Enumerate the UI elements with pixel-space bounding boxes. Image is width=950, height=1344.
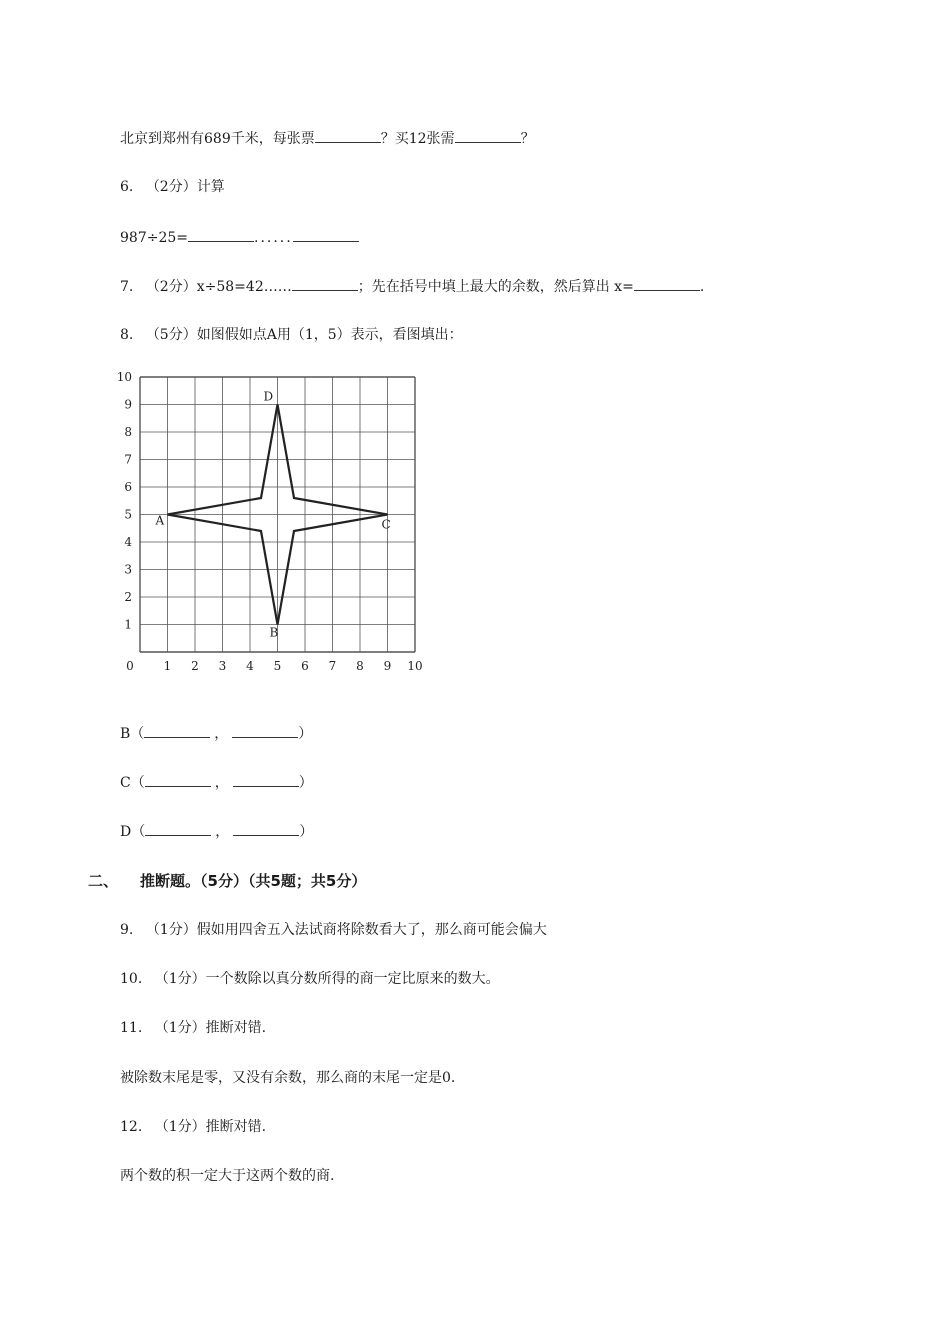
q8-number: 8. — [120, 327, 134, 343]
q7-text-b: ；先在括号中填上最大的余数，然后算出 x= — [357, 279, 634, 295]
x-tick-label: 5 — [273, 659, 282, 673]
q5-blank-2[interactable] — [455, 128, 521, 143]
answer-c-close: ） — [298, 775, 313, 791]
y-tick-label: 9 — [124, 397, 132, 412]
y-tick-label: 5 — [124, 507, 132, 522]
y-tick-label: 6 — [124, 480, 132, 494]
answer-c-x-blank[interactable] — [145, 772, 211, 787]
q7-remainder-blank[interactable] — [292, 276, 358, 291]
y-tick-label: 3 — [124, 562, 132, 577]
q11-heading — [120, 1018, 266, 1038]
q10-score: （1分） — [154, 971, 206, 987]
q7-text-a: x÷58=42…… — [196, 279, 292, 295]
x-tick-label: 3 — [218, 659, 227, 673]
q8-heading — [120, 325, 463, 345]
answer-d-x-blank[interactable] — [145, 821, 211, 836]
y-tick-label: 8 — [124, 425, 132, 439]
q6-number: 6. — [120, 179, 134, 195]
q8-score: （5分） — [145, 327, 197, 343]
answer-b-close: ） — [298, 726, 313, 742]
answer-b-y-blank[interactable] — [232, 723, 298, 738]
q7-score: （2分） — [145, 279, 197, 295]
point-label-d: D — [263, 389, 274, 404]
answer-c-y-blank[interactable] — [233, 772, 299, 787]
x-tick-label: 8 — [356, 659, 364, 673]
x-tick-label: 7 — [328, 659, 337, 673]
q12-heading — [120, 1117, 266, 1137]
y-tick-label: 7 — [124, 452, 132, 467]
q7-text-c: . — [699, 279, 705, 295]
q12-text: 两个数的积一定大于这两个数的商. — [120, 1168, 335, 1184]
answer-b-label: B（ — [120, 726, 145, 742]
point-label-c: C — [381, 517, 391, 532]
q6-score: （2分） — [145, 179, 197, 195]
answer-d-sep: ， — [215, 824, 230, 840]
q12-score: （1分） — [154, 1119, 206, 1135]
y-tick-label: 2 — [124, 590, 132, 604]
x-tick-label: 2 — [191, 659, 199, 673]
q7-number: 7. — [120, 279, 134, 295]
q9-line — [120, 920, 547, 940]
q9-text: 假如用四舍五入法试商将除数看大了，那么商可能会偏大 — [196, 922, 547, 938]
section-2-heading — [88, 870, 366, 891]
answer-b-sep: ， — [214, 726, 229, 742]
q8-answer-c — [120, 772, 313, 793]
answer-b-x-blank[interactable] — [144, 723, 210, 738]
q5-blank-1[interactable] — [315, 128, 381, 143]
x-tick-label: 0 — [126, 659, 134, 673]
q6-heading — [120, 177, 225, 197]
q12-statement — [120, 1166, 334, 1186]
q5-text-b: ？买12张需 — [380, 131, 455, 147]
q6-dots: ...... — [254, 230, 293, 246]
q5-text-a: 北京到郑州有689千米，每张票 — [120, 131, 315, 147]
q6-title: 计算 — [196, 179, 225, 195]
x-tick-label: 4 — [246, 659, 254, 673]
answer-d-label: D（ — [120, 824, 146, 840]
point-label-a: A — [155, 513, 165, 528]
q6-quotient-blank[interactable] — [188, 227, 254, 242]
section-2-title: 推断题。（5分）（共5题；共5分） — [140, 872, 367, 890]
q11-statement — [120, 1068, 455, 1088]
answer-c-label: C（ — [120, 775, 145, 791]
q9-score: （1分） — [145, 922, 197, 938]
q5-line — [120, 128, 535, 149]
q9-number: 9. — [120, 922, 134, 938]
q7-x-blank[interactable] — [634, 276, 700, 291]
answer-c-sep: ， — [214, 775, 229, 791]
q8-answer-d — [120, 821, 313, 842]
q5-text-c: ？ — [520, 131, 535, 147]
x-tick-label: 1 — [163, 659, 172, 673]
q6-remainder-blank[interactable] — [293, 227, 359, 242]
point-label-b: B — [269, 625, 279, 640]
q11-number: 11. — [120, 1020, 143, 1036]
x-tick-label: 10 — [407, 659, 423, 673]
answer-d-close: ） — [299, 824, 314, 840]
y-tick-label: 1 — [124, 617, 132, 632]
y-tick-label: 10 — [116, 370, 132, 384]
answer-d-y-blank[interactable] — [233, 821, 299, 836]
q11-text: 被除数末尾是零，又没有余数，那么商的末尾一定是0. — [120, 1070, 456, 1086]
q8-answer-b — [120, 723, 312, 744]
q12-number: 12. — [120, 1119, 143, 1135]
q7-line — [120, 276, 704, 297]
q10-line — [120, 969, 500, 989]
q11-title: 推断对错. — [205, 1020, 267, 1036]
q11-score: （1分） — [154, 1020, 206, 1036]
q10-text: 一个数除以真分数所得的商一定比原来的数大。 — [205, 971, 500, 987]
x-tick-label: 6 — [301, 659, 309, 673]
section-2-number: 二、 — [88, 872, 119, 890]
q10-number: 10. — [120, 971, 143, 987]
q6-expr: 987÷25= — [120, 230, 188, 246]
x-tick-label: 9 — [383, 659, 392, 673]
y-tick-label: 4 — [124, 535, 132, 549]
q12-title: 推断对错. — [205, 1119, 267, 1135]
q6-expression — [120, 227, 359, 248]
q8-title: 如图假如点A用（1，5）表示，看图填出： — [196, 327, 463, 343]
coordinate-grid-figure — [110, 368, 430, 680]
